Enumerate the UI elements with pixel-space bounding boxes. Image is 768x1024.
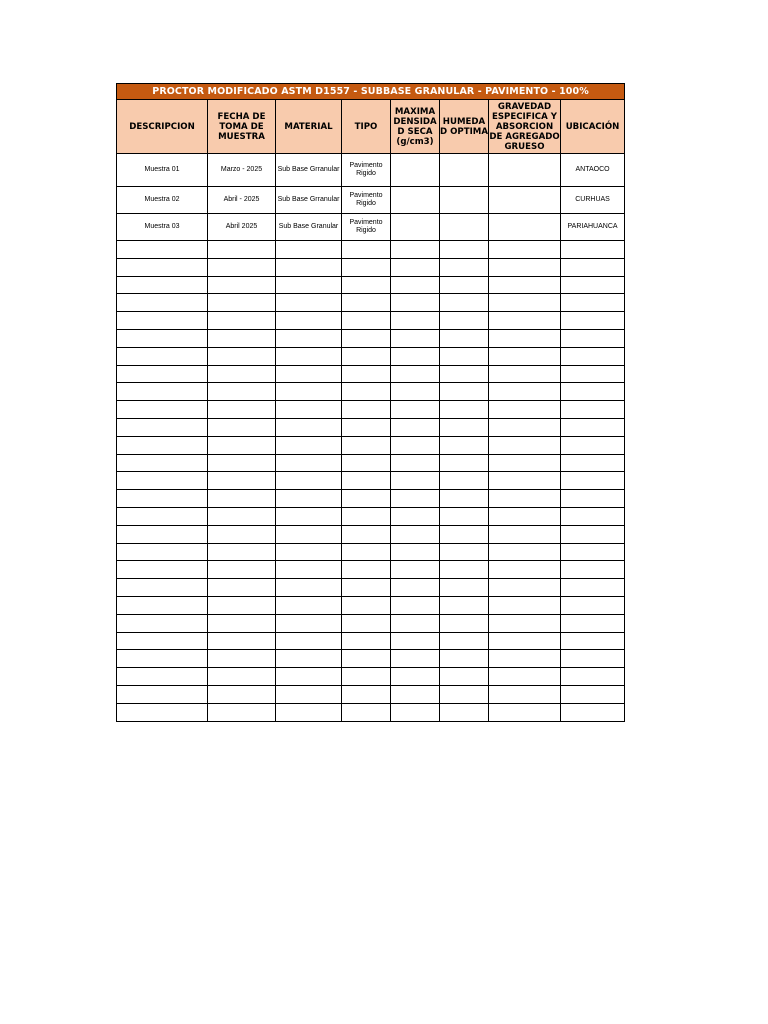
empty-cell[interactable] bbox=[440, 418, 489, 436]
empty-cell[interactable] bbox=[440, 401, 489, 419]
empty-cell[interactable] bbox=[440, 347, 489, 365]
empty-cell[interactable] bbox=[391, 579, 440, 597]
empty-cell[interactable] bbox=[276, 596, 342, 614]
empty-cell[interactable] bbox=[489, 383, 561, 401]
empty-cell[interactable] bbox=[208, 703, 276, 721]
empty-cell[interactable] bbox=[391, 241, 440, 259]
empty-cell[interactable] bbox=[440, 365, 489, 383]
header-fecha: FECHA DE TOMA DE MUESTRA bbox=[208, 100, 276, 154]
empty-cell[interactable] bbox=[208, 561, 276, 579]
empty-cell[interactable] bbox=[391, 312, 440, 330]
empty-cell[interactable] bbox=[440, 329, 489, 347]
empty-cell[interactable] bbox=[391, 276, 440, 294]
empty-cell[interactable] bbox=[391, 258, 440, 276]
empty-cell[interactable] bbox=[489, 668, 561, 686]
empty-row bbox=[117, 241, 625, 259]
empty-cell[interactable] bbox=[440, 436, 489, 454]
empty-cell[interactable] bbox=[440, 490, 489, 508]
empty-cell[interactable] bbox=[489, 365, 561, 383]
empty-row bbox=[117, 650, 625, 668]
empty-cell[interactable] bbox=[440, 383, 489, 401]
empty-cell[interactable] bbox=[391, 561, 440, 579]
cell-densidad[interactable] bbox=[391, 187, 440, 214]
empty-cell[interactable] bbox=[489, 347, 561, 365]
empty-cell[interactable] bbox=[440, 241, 489, 259]
empty-cell[interactable] bbox=[561, 418, 625, 436]
empty-cell[interactable] bbox=[342, 632, 391, 650]
empty-cell[interactable] bbox=[276, 276, 342, 294]
empty-cell[interactable] bbox=[440, 294, 489, 312]
empty-cell[interactable] bbox=[440, 703, 489, 721]
cell-descripcion[interactable]: Muestra 01 bbox=[117, 154, 208, 187]
empty-cell[interactable] bbox=[342, 525, 391, 543]
empty-cell[interactable] bbox=[276, 650, 342, 668]
empty-cell[interactable] bbox=[489, 294, 561, 312]
empty-cell[interactable] bbox=[208, 418, 276, 436]
empty-cell[interactable] bbox=[208, 401, 276, 419]
empty-cell[interactable] bbox=[391, 507, 440, 525]
empty-cell[interactable] bbox=[342, 685, 391, 703]
cell-humedad[interactable] bbox=[440, 187, 489, 214]
empty-cell[interactable] bbox=[489, 436, 561, 454]
cell-gravedad[interactable] bbox=[489, 187, 561, 214]
empty-row bbox=[117, 632, 625, 650]
empty-row bbox=[117, 276, 625, 294]
empty-row bbox=[117, 347, 625, 365]
cell-tipo[interactable]: Pavimento Rigido bbox=[342, 154, 391, 187]
empty-row bbox=[117, 258, 625, 276]
table-title: PROCTOR MODIFICADO ASTM D1557 - SUBBASE GRANULAR - PAVIMENTO - 100% bbox=[117, 84, 625, 100]
empty-cell[interactable] bbox=[208, 668, 276, 686]
empty-cell[interactable] bbox=[489, 312, 561, 330]
empty-cell[interactable] bbox=[342, 614, 391, 632]
empty-cell[interactable] bbox=[489, 596, 561, 614]
empty-cell[interactable] bbox=[489, 632, 561, 650]
cell-fecha[interactable]: Abril 2025 bbox=[208, 214, 276, 241]
empty-cell[interactable] bbox=[208, 258, 276, 276]
empty-cell[interactable] bbox=[440, 632, 489, 650]
empty-cell[interactable] bbox=[391, 383, 440, 401]
empty-cell[interactable] bbox=[276, 703, 342, 721]
empty-cell[interactable] bbox=[117, 703, 208, 721]
empty-cell[interactable] bbox=[561, 294, 625, 312]
empty-cell[interactable] bbox=[117, 383, 208, 401]
cell-gravedad[interactable] bbox=[489, 154, 561, 187]
empty-cell[interactable] bbox=[276, 329, 342, 347]
empty-cell[interactable] bbox=[208, 685, 276, 703]
empty-cell[interactable] bbox=[276, 685, 342, 703]
empty-cell[interactable] bbox=[440, 668, 489, 686]
empty-cell[interactable] bbox=[440, 596, 489, 614]
empty-cell[interactable] bbox=[391, 596, 440, 614]
empty-cell[interactable] bbox=[117, 668, 208, 686]
header-material: MATERIAL bbox=[276, 100, 342, 154]
cell-gravedad[interactable] bbox=[489, 214, 561, 241]
empty-cell[interactable] bbox=[276, 365, 342, 383]
empty-cell[interactable] bbox=[489, 454, 561, 472]
empty-cell[interactable] bbox=[561, 685, 625, 703]
table-row bbox=[117, 214, 625, 241]
empty-cell[interactable] bbox=[561, 561, 625, 579]
empty-cell[interactable] bbox=[342, 454, 391, 472]
empty-cell[interactable] bbox=[117, 632, 208, 650]
empty-cell[interactable] bbox=[208, 241, 276, 259]
empty-cell[interactable] bbox=[391, 436, 440, 454]
empty-cell[interactable] bbox=[391, 294, 440, 312]
empty-cell[interactable] bbox=[561, 507, 625, 525]
empty-cell[interactable] bbox=[117, 329, 208, 347]
empty-cell[interactable] bbox=[276, 294, 342, 312]
header-gravedad: GRAVEDAD ESPECIFICA Y ABSORCION DE AGREGADO GRUESO bbox=[489, 101, 560, 152]
empty-cell[interactable] bbox=[208, 543, 276, 561]
empty-cell[interactable] bbox=[489, 525, 561, 543]
empty-cell[interactable] bbox=[391, 329, 440, 347]
empty-cell[interactable] bbox=[561, 436, 625, 454]
header-descripcion: DESCRIPCION bbox=[117, 100, 208, 154]
empty-cell[interactable] bbox=[561, 347, 625, 365]
empty-cell[interactable] bbox=[342, 365, 391, 383]
empty-cell[interactable] bbox=[276, 436, 342, 454]
empty-cell[interactable] bbox=[440, 258, 489, 276]
empty-cell[interactable] bbox=[489, 241, 561, 259]
empty-row bbox=[117, 436, 625, 454]
empty-cell[interactable] bbox=[208, 276, 276, 294]
header-densidad: MAXIMA DENSIDA D SECA (g/cm3) bbox=[391, 100, 440, 154]
table-row bbox=[117, 187, 625, 214]
empty-row bbox=[117, 365, 625, 383]
cell-fecha[interactable]: Abril - 2025 bbox=[208, 187, 276, 214]
empty-cell[interactable] bbox=[342, 668, 391, 686]
empty-cell[interactable] bbox=[276, 472, 342, 490]
empty-cell[interactable] bbox=[440, 579, 489, 597]
empty-cell[interactable] bbox=[208, 472, 276, 490]
empty-row bbox=[117, 703, 625, 721]
empty-cell[interactable] bbox=[117, 365, 208, 383]
empty-cell[interactable] bbox=[561, 258, 625, 276]
empty-cell[interactable] bbox=[117, 241, 208, 259]
empty-cell[interactable] bbox=[208, 294, 276, 312]
empty-cell[interactable] bbox=[117, 507, 208, 525]
empty-cell[interactable] bbox=[208, 632, 276, 650]
cell-humedad[interactable] bbox=[440, 214, 489, 241]
empty-cell[interactable] bbox=[342, 347, 391, 365]
empty-row bbox=[117, 418, 625, 436]
empty-cell[interactable] bbox=[440, 507, 489, 525]
empty-cell[interactable] bbox=[276, 418, 342, 436]
empty-cell[interactable] bbox=[561, 329, 625, 347]
empty-cell[interactable] bbox=[342, 418, 391, 436]
empty-cell[interactable] bbox=[489, 543, 561, 561]
empty-cell[interactable] bbox=[208, 454, 276, 472]
empty-cell[interactable] bbox=[342, 329, 391, 347]
empty-cell[interactable] bbox=[391, 703, 440, 721]
empty-cell[interactable] bbox=[342, 383, 391, 401]
empty-cell[interactable] bbox=[561, 365, 625, 383]
empty-cell[interactable] bbox=[342, 596, 391, 614]
empty-cell[interactable] bbox=[489, 490, 561, 508]
cell-fecha[interactable]: Marzo - 2025 bbox=[208, 154, 276, 187]
empty-cell[interactable] bbox=[117, 347, 208, 365]
empty-cell[interactable] bbox=[561, 525, 625, 543]
header-humedad: HUMEDA D OPTIMA bbox=[440, 100, 489, 154]
empty-cell[interactable] bbox=[117, 436, 208, 454]
empty-cell[interactable] bbox=[561, 383, 625, 401]
empty-cell[interactable] bbox=[342, 507, 391, 525]
empty-row bbox=[117, 472, 625, 490]
empty-cell[interactable] bbox=[440, 614, 489, 632]
cell-densidad[interactable] bbox=[391, 214, 440, 241]
empty-row bbox=[117, 525, 625, 543]
header-row bbox=[117, 100, 625, 154]
empty-cell[interactable] bbox=[440, 561, 489, 579]
empty-cell[interactable] bbox=[489, 329, 561, 347]
cell-ubicacion[interactable]: ANTAOCO bbox=[561, 154, 625, 187]
empty-cell[interactable] bbox=[391, 472, 440, 490]
empty-cell[interactable] bbox=[342, 312, 391, 330]
empty-cell[interactable] bbox=[208, 614, 276, 632]
empty-cell[interactable] bbox=[208, 436, 276, 454]
empty-cell[interactable] bbox=[561, 312, 625, 330]
cell-descripcion[interactable]: Muestra 03 bbox=[117, 214, 208, 241]
empty-cell[interactable] bbox=[117, 685, 208, 703]
cell-ubicacion[interactable]: CURHUAS bbox=[561, 187, 625, 214]
empty-cell[interactable] bbox=[117, 276, 208, 294]
empty-cell[interactable] bbox=[208, 365, 276, 383]
empty-cell[interactable] bbox=[276, 454, 342, 472]
empty-row bbox=[117, 454, 625, 472]
header-ubicacion: UBICACIÓN bbox=[561, 100, 625, 154]
empty-cell[interactable] bbox=[391, 365, 440, 383]
empty-row bbox=[117, 294, 625, 312]
empty-cell[interactable] bbox=[208, 596, 276, 614]
empty-cell[interactable] bbox=[276, 543, 342, 561]
cell-material[interactable]: Sub Base Grranular bbox=[276, 154, 342, 187]
empty-cell[interactable] bbox=[391, 525, 440, 543]
empty-cell[interactable] bbox=[342, 490, 391, 508]
empty-row bbox=[117, 401, 625, 419]
cell-ubicacion[interactable]: PARIAHUANCA bbox=[561, 214, 625, 241]
empty-row bbox=[117, 561, 625, 579]
empty-cell[interactable] bbox=[117, 561, 208, 579]
empty-cell[interactable] bbox=[489, 401, 561, 419]
empty-cell[interactable] bbox=[276, 668, 342, 686]
empty-cell[interactable] bbox=[208, 312, 276, 330]
empty-cell[interactable] bbox=[391, 454, 440, 472]
empty-cell[interactable] bbox=[561, 579, 625, 597]
empty-cell[interactable] bbox=[561, 401, 625, 419]
empty-cell[interactable] bbox=[342, 294, 391, 312]
empty-cell[interactable] bbox=[342, 561, 391, 579]
empty-cell[interactable] bbox=[489, 650, 561, 668]
empty-cell[interactable] bbox=[342, 703, 391, 721]
empty-cell[interactable] bbox=[208, 383, 276, 401]
empty-cell[interactable] bbox=[117, 258, 208, 276]
cell-descripcion[interactable]: Muestra 02 bbox=[117, 187, 208, 214]
empty-cell[interactable] bbox=[276, 561, 342, 579]
empty-cell[interactable] bbox=[391, 490, 440, 508]
empty-cell[interactable] bbox=[391, 685, 440, 703]
empty-cell[interactable] bbox=[342, 241, 391, 259]
cell-material[interactable]: Sub Base Grranular bbox=[276, 187, 342, 214]
empty-cell[interactable] bbox=[276, 401, 342, 419]
empty-cell[interactable] bbox=[489, 472, 561, 490]
empty-cell[interactable] bbox=[561, 596, 625, 614]
empty-cell[interactable] bbox=[208, 579, 276, 597]
empty-cell[interactable] bbox=[440, 276, 489, 294]
empty-cell[interactable] bbox=[391, 401, 440, 419]
empty-cell[interactable] bbox=[489, 507, 561, 525]
empty-cell[interactable] bbox=[391, 614, 440, 632]
empty-cell[interactable] bbox=[561, 668, 625, 686]
empty-cell[interactable] bbox=[489, 418, 561, 436]
empty-cell[interactable] bbox=[342, 436, 391, 454]
empty-cell[interactable] bbox=[489, 258, 561, 276]
empty-cell[interactable] bbox=[391, 418, 440, 436]
empty-row bbox=[117, 490, 625, 508]
empty-cell[interactable] bbox=[342, 543, 391, 561]
empty-cell[interactable] bbox=[440, 685, 489, 703]
empty-cell[interactable] bbox=[276, 383, 342, 401]
empty-cell[interactable] bbox=[489, 614, 561, 632]
empty-cell[interactable] bbox=[391, 543, 440, 561]
empty-cell[interactable] bbox=[440, 312, 489, 330]
empty-cell[interactable] bbox=[440, 650, 489, 668]
empty-cell[interactable] bbox=[561, 614, 625, 632]
empty-cell[interactable] bbox=[489, 685, 561, 703]
cell-humedad[interactable] bbox=[440, 154, 489, 187]
empty-cell[interactable] bbox=[489, 703, 561, 721]
empty-row bbox=[117, 329, 625, 347]
empty-cell[interactable] bbox=[276, 614, 342, 632]
empty-row bbox=[117, 596, 625, 614]
empty-cell[interactable] bbox=[342, 276, 391, 294]
table-body bbox=[117, 154, 625, 722]
empty-cell[interactable] bbox=[117, 401, 208, 419]
table-row bbox=[117, 154, 625, 187]
empty-cell[interactable] bbox=[561, 490, 625, 508]
empty-cell[interactable] bbox=[561, 703, 625, 721]
empty-cell[interactable] bbox=[391, 347, 440, 365]
empty-cell[interactable] bbox=[117, 472, 208, 490]
empty-cell[interactable] bbox=[342, 258, 391, 276]
empty-cell[interactable] bbox=[117, 596, 208, 614]
empty-row bbox=[117, 383, 625, 401]
empty-cell[interactable] bbox=[440, 472, 489, 490]
empty-cell[interactable] bbox=[117, 614, 208, 632]
cell-densidad[interactable] bbox=[391, 154, 440, 187]
cell-material[interactable]: Sub Base Granular bbox=[276, 214, 342, 241]
empty-cell[interactable] bbox=[117, 312, 208, 330]
empty-cell[interactable] bbox=[561, 276, 625, 294]
empty-cell[interactable] bbox=[561, 543, 625, 561]
empty-cell[interactable] bbox=[276, 579, 342, 597]
empty-cell[interactable] bbox=[208, 347, 276, 365]
empty-cell[interactable] bbox=[489, 276, 561, 294]
empty-cell[interactable] bbox=[489, 579, 561, 597]
empty-row bbox=[117, 312, 625, 330]
empty-cell[interactable] bbox=[440, 525, 489, 543]
empty-cell[interactable] bbox=[561, 454, 625, 472]
empty-cell[interactable] bbox=[117, 418, 208, 436]
empty-cell[interactable] bbox=[391, 668, 440, 686]
empty-cell[interactable] bbox=[117, 454, 208, 472]
empty-cell[interactable] bbox=[208, 650, 276, 668]
empty-cell[interactable] bbox=[276, 507, 342, 525]
empty-cell[interactable] bbox=[276, 525, 342, 543]
empty-row bbox=[117, 614, 625, 632]
empty-cell[interactable] bbox=[342, 579, 391, 597]
cell-tipo[interactable]: Pavimento Rigido bbox=[342, 187, 391, 214]
empty-cell[interactable] bbox=[276, 347, 342, 365]
cell-tipo[interactable]: Pavimento Rigido bbox=[342, 214, 391, 241]
empty-cell[interactable] bbox=[117, 294, 208, 312]
empty-cell[interactable] bbox=[391, 632, 440, 650]
empty-row bbox=[117, 507, 625, 525]
empty-cell[interactable] bbox=[342, 401, 391, 419]
empty-cell[interactable] bbox=[276, 258, 342, 276]
empty-cell[interactable] bbox=[561, 650, 625, 668]
empty-cell[interactable] bbox=[489, 561, 561, 579]
empty-cell[interactable] bbox=[208, 490, 276, 508]
empty-row bbox=[117, 543, 625, 561]
empty-cell[interactable] bbox=[208, 507, 276, 525]
empty-cell[interactable] bbox=[342, 650, 391, 668]
empty-cell[interactable] bbox=[276, 241, 342, 259]
empty-cell[interactable] bbox=[208, 329, 276, 347]
empty-cell[interactable] bbox=[117, 650, 208, 668]
header-tipo: TIPO bbox=[342, 100, 391, 154]
proctor-table bbox=[116, 83, 625, 722]
empty-cell[interactable] bbox=[117, 543, 208, 561]
empty-cell[interactable] bbox=[276, 312, 342, 330]
empty-cell[interactable] bbox=[276, 490, 342, 508]
empty-cell[interactable] bbox=[440, 543, 489, 561]
empty-cell[interactable] bbox=[342, 472, 391, 490]
empty-cell[interactable] bbox=[117, 525, 208, 543]
empty-cell[interactable] bbox=[117, 579, 208, 597]
empty-cell[interactable] bbox=[208, 525, 276, 543]
empty-cell[interactable] bbox=[561, 632, 625, 650]
empty-row bbox=[117, 579, 625, 597]
empty-cell[interactable] bbox=[561, 472, 625, 490]
empty-row bbox=[117, 685, 625, 703]
empty-row bbox=[117, 668, 625, 686]
empty-cell[interactable] bbox=[276, 632, 342, 650]
empty-cell[interactable] bbox=[117, 490, 208, 508]
empty-cell[interactable] bbox=[440, 454, 489, 472]
empty-cell[interactable] bbox=[561, 241, 625, 259]
empty-cell[interactable] bbox=[391, 650, 440, 668]
